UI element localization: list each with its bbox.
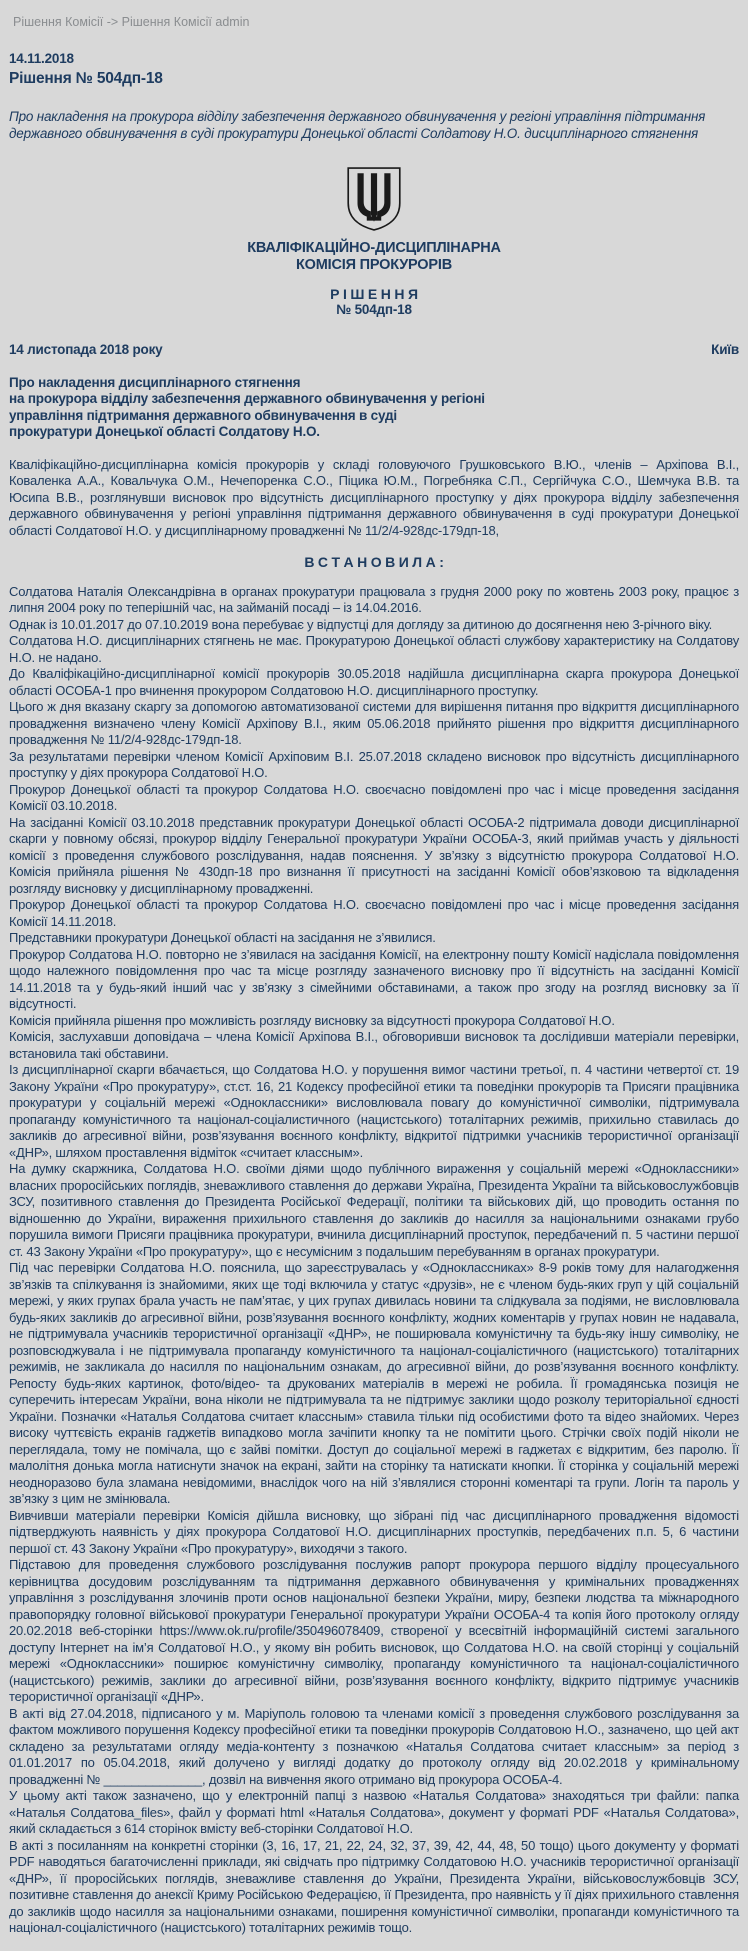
page-title: Рішення № 504дп-18 xyxy=(9,70,163,87)
subject-line: на прокурора відділу забезпечення державного обвинувачення у регіоні xyxy=(9,391,485,406)
document-paragraph: Із дисциплінарної скарги вбачається, що Солдатова Н.О. у порушення вимог частини третьої, п. 4 частини четвертої ст. 19 Закону України «Про прокуратуру», ст.ст. 16, 21 Кодексу професійної етики та поведінки прокурорів та Присяги працівника прокуратури у соціальній мережі «Одноклассники» висловлювала повагу до комуністичної символіки, підтримувала пропаганду комуністичного та націонал-соціалистичного (нацистського) тоталітарних режимів, прихильно ставилась до закликів до агресивної війни, розв’язування воєнного конфлікту, відкритої підтримки учасників терористичної організації «ДНР», шляхом проставлення відміток «считает классным». xyxy=(9,1062,739,1160)
document-paragraph: Прокурор Солдатова Н.О. повторно не з’явилася на засідання Комісії, на електронну пошту Комісії надіслала повідомлення щодо належного повідомлення про час та місце розгляду зазначеного висновку про її відсутність на засіданні Комісії 14.11.2018 та у будь-який інший час у зв’язку з сімейними обставинами, а також про згоду на розгляд висновку за її відсутності. xyxy=(9,946,739,1011)
document-paragraph: В акті з посиланням на конкретні сторінки (3, 16, 17, 21, 22, 24, 32, 37, 39, 42, 44, 48, 50 тощо) цього документу у форматі PDF наводяться багаточисленні приклади, які свідчать про підтримку Солдатовою Н.О. учасників терористичної організації «ДНР», її проросійських поглядів, зневажливе ставлення до України, Президента України, військовослужбовців ЗСУ, позитивне ставлення до анексії Криму Російською Федерацією, її Президента, про наявність у її діях прихильного ставлення до закликів щодо насилля за національними ознаками, поширення комуністичної символіки, пропаганди комуністичного та націонал-соціалістичного (нацистського) тоталітарних режимів тощо. xyxy=(9,1837,739,1935)
document-paragraph: В акті від 27.04.2018, підписаного у м. Маріуполь головою та членами комісії з проведення службового розслідування за фактом можливого порушення Кодексу професійної етики та поведінки прокурорів Солдатовою Н.О., зазначено, що цей акт складено за результатами огляду медіа-контенту з позначкою «Наталья Солдатова считает классным» за період з 01.01.2017 по 05.04.2018, який долучено у вигляді додатку до протоколу огляду від 20.02.2018 у кримінальному провадженні № ______________, дозвіл на вивчення якого отримано від прокурора ОСОБА-4. xyxy=(9,1705,739,1787)
subject-block xyxy=(9,375,739,441)
document-paragraph: Вивчивши матеріали перевірки Комісія дійшла висновку, що зібрані під час дисциплінарного провадження відомості підтверджують наявність у діях прокурора Солдатової Н.О. дисциплінарних проступків, передбачених п.п. 5, 6 частини першої ст. 43 Закону України «Про прокуратуру», виходячи з такого. xyxy=(9,1507,739,1556)
document-paragraph: Прокурор Донецької області та прокурор Солдатова Н.О. своєчасно повідомлені про час і місце проведення засідання Комісії 14.11.2018. xyxy=(9,897,739,929)
resolution-heading: В С Т А Н О В И Л А : xyxy=(304,554,444,570)
subject-line: Про накладення дисциплінарного стягнення xyxy=(9,374,301,390)
ukraine-trident-emblem-icon xyxy=(345,220,403,235)
document-paragraph: На засіданні Комісії 03.10.2018 представник прокуратури Донецької області ОСОБА-2 підтримала доводи дисциплінарної скарги у повному обсязі, прокурор відділу Генеральної прокуратури України ОСОБА-3, який приймав участь у діяльності комісії з проведення службового розслідування, надав пояснення. У зв’язку з відсутністю прокурора Солдатової Н.О. Комісія прийняла рішення № 430дп-18 про визнання її присутності на засіданні Комісії обов’язковою та відкладення розгляду висновку у дисциплінарному провадженні. xyxy=(9,814,739,896)
breadcrumb[interactable]: Рішення Комісії -> Рішення Комісії admin xyxy=(13,15,250,29)
document-paragraph: Прокурор Донецької області та прокурор Солдатова Н.О. своєчасно повідомлені про час і місце проведення засідання Комісії 03.10.2018. xyxy=(9,781,739,813)
document-number: № 504дп-18 xyxy=(336,302,412,317)
organization-name-line1: КВАЛІФІКАЦІЙНО-ДИСЦИПЛІНАРНА xyxy=(247,240,501,256)
emblem-container xyxy=(9,166,739,237)
intro-paragraph: Кваліфікаційно-дисциплінарна комісія прокурорів у складі головуючого Грушковського В.Ю., членів – Архіпова В.І., Коваленка А.А., Ковальчука О.М., Нечепоренка С.О., Піцика Ю.М., Погребняка С.П., Сергійчука С.О., Шемчука В.В. та Юсипа В.В., розглянувши висновок про відсутність дисциплінарного проступку у діях прокурора відділу забезпечення державного обвинувачення у регіоні управління підтримання державного обвинувачення в суді прокуратури Донецької області Солдатової Н.О. у дисциплінарному провадженні № 11/2/4-928дс-179дп-18, xyxy=(9,456,739,538)
document-paragraph: Підставою для проведення службового розслідування послужив рапорт прокурора першого відділу процесуального керівництва досудовим розслідуванням та підтримання державного обвинувачення у кримінальних провадженнях управління з розслідування злочинів проти основ національної безпеки України, миру, безпеки людства та міжнародного правопорядку головної військової прокуратури Генеральної прокуратури України ОСОБА-4 та копія його протоколу огляду 20.02.2018 веб-сторінки https://www.ok.ru/profile/350496078409, створеної у всесвітній інформаційній системі загального доступу Інтернет на ім’я Солдатової Н.О., у якому він робить висновок, що Солдатова Н.О. на своїй сторінці у соціальній мережі «Одноклассники» поширює комуністичну символіку, пропаганду комуністичного та націонал-соціалістичного (нацистського) режимів, заклики до агресивної війни, розв’язування воєнного конфлікту, відкрито підтримує учасників терористичної організації «ДНР». xyxy=(9,1557,739,1704)
decision-date: 14.11.2018 xyxy=(9,50,74,66)
document-paragraph: Комісія прийняла рішення про можливість розгляду висновку за відсутності прокурора Солдатової Н.О. xyxy=(9,1012,615,1028)
document-paragraph: До Кваліфікаційно-дисциплінарної комісії прокурорів 30.05.2018 надійшла дисциплінарна скарга прокурора Донецької області ОСОБА-1 про вчинення прокурором Солдатовою Н.О. дисциплінарного проступку. xyxy=(9,666,739,698)
document-paragraph: Однак із 10.01.2017 до 07.10.2019 вона перебуває у відпустці для догляду за дитиною до досягнення нею 3-річного віку. xyxy=(9,616,713,632)
document-paragraph: У цьому акті також зазначено, що у електронній папці з назвою «Наталья Солдатова» знаходяться три файли: папка «Наталья Солдатова_files», файл у форматі html «Наталья Солдатова», документ у форматі PDF «Наталья Солдатова», який складається з 614 сторінок вмісту веб-сторінки Солдатової Н.О. xyxy=(9,1788,739,1836)
document-paragraph: Солдатова Наталія Олександрівна в органах прокуратури працювала з грудня 2000 року по жовтень 2003 року, працює з липня 2004 року по теперішній час, на займаній посаді – із 14.04.2016. xyxy=(9,583,739,615)
subject-line: прокуратури Донецької області Солдатову Н.О. xyxy=(9,424,320,439)
intro-paragraph-container xyxy=(9,457,739,540)
document-paragraph: Цього ж дня вказану скаргу за допомогою автоматизованої системи для вирішення питання про відкриття дисциплінарного провадження визначено члену Комісії Архіпову В.І., яким 05.06.2018 прийнято рішення про відкриття дисциплінарного провадження № 11/2/4-928дс-179дп-18. xyxy=(9,699,739,747)
organization-name-line2: КОМІСІЯ ПРОКУРОРІВ xyxy=(296,257,452,273)
document-type-heading: Р І Ш Е Н Н Я xyxy=(330,286,418,302)
document-body xyxy=(9,584,739,1937)
organization-name xyxy=(9,240,739,274)
document-paragraph: Комісія, заслухавши доповідача – члена Комісії Архіпова В.І., обговоривши висновок та дослідивши матеріали перевірки, встановила такі обставини. xyxy=(9,1029,739,1061)
date-city-row xyxy=(9,342,739,359)
subject-line: управління підтримання державного обвинувачення в суді xyxy=(9,407,397,423)
document-city: Київ xyxy=(711,342,739,357)
document-paragraph: Солдатова Н.О. дисциплінарних стягнень не має. Прокуратурою Донецької області службову характеристику на Солдатову Н.О. не надано. xyxy=(9,633,739,665)
document-paragraph: За результатами перевірки членом Комісії Архіповим В.І. 25.07.2018 складено висновок про відсутність дисциплінарного проступку у діях прокурора Солдатової Н.О. xyxy=(9,748,739,780)
document-paragraph: Представники прокуратури Донецької області на засідання не з’явилися. xyxy=(9,930,436,945)
document-paragraph: На думку скаржника, Солдатова Н.О. своїми діями щодо публічного вираження у соціальній мережі «Одноклассники» власних проросійських поглядів, зневажливого ставлення до держави Україна, Президента України та військовослужбовців ЗСУ, позитивного ставлення до Президента Російської Федерації, політики та військових дій, що проводить остання по відношенню до України, вираження прихильного ставлення до закликів до насилля за національними ознаками грубо порушила вимоги Присяги працівника прокуратури, вчинила дисциплінарний проступок, передбачений п. 5 частини першої ст. 43 Закону України «Про прокуратуру», що є несумісним з подальшим перебуванням в органах прокуратури. xyxy=(9,1161,739,1259)
document-paragraph: Під час перевірки Солдатова Н.О. пояснила, що зареєструвалась у «Одноклассниках» 8-9 років тому для налагодження зв’язків та спілкування із знайомими, яких ще тоді включила у статус «друзів», не є членом будь-яких груп у цій соціальній мережі, у яких групах брала участь не пам’ятає, у цих групах дивилась новини та слідкувала за подіями, не висловлювала будь-яких закликів до агресивної війни, розв’язування воєнного конфлікту, жодних коментарів у групах новин не надавала, не підтримувала учасників терористичної організації «ДНР», не поширювала комуністичну та будь-яку іншу символіку, не розповсюджувала і не підтримувала пропаганду комуністичного та націонал-соціалістичного (нацистського) тоталітарних режимів, не закликала до насилля по національним ознакам, до агресивної війни, до розв’язування воєнного конфлікту. Репосту будь-яких картинок, фото/відео- та друкованих матеріалів в мережі не робила. Її громадянська позиція не суперечить інтересам України, вона ніколи не підтримувала та не підтримує заклики щодо розколу територіальної єдності України. Позначки «Наталья Солдатова считает классным» ставила тільки під особистими фото та відео знайомих. Через високу чуттєвість екранів гаджетів випадково могла зачіпити кнопку та не помітити цього. Стрічки своїх подій ніколи не переглядала, тому не помічала, що є зайві помітки. Доступ до соціальної мережі в гаджетах є відкритим, без паролю. Її малолітня донька могла натиснути значок на екрані, зайти на сторінку та натискати кнопки. Її сторінка у соціальній мережі неодноразово була зламана невідомими, внаслідок чого на ній з’являлися сторонні коментарі та групи. Логін та пароль у зв’язку з цим не змінювала. xyxy=(9,1260,739,1506)
document-date-line: 14 листопада 2018 року xyxy=(9,342,163,357)
decision-summary: Про накладення на прокурора відділу забезпечення державного обвинувачення у регіоні управління підтримання державного обвинувачення в суді прокуратури Донецької області Солдатову Н.О. дисциплінарного стягнення xyxy=(9,108,706,141)
